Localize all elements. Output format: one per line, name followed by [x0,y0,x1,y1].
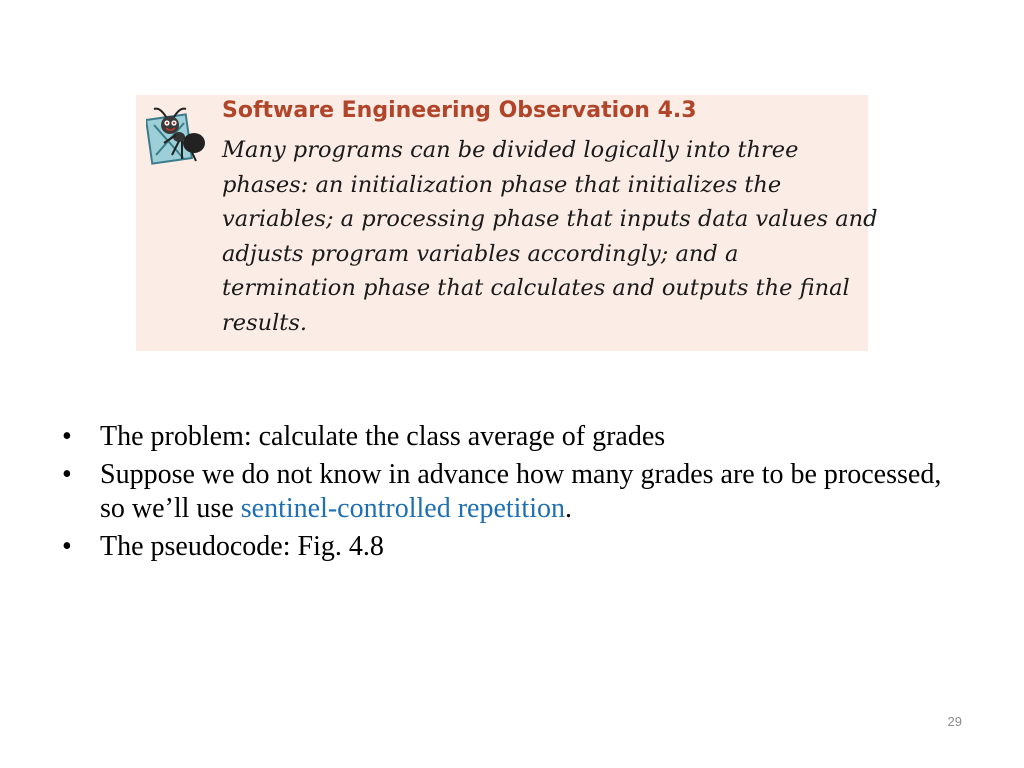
bullet-text-end: . [565,493,572,524]
observation-line: results. [222,309,308,336]
observation-box [136,95,878,351]
bullet-text: Suppose we do not know in advance how many grades are to be processed, so we’ll use [100,459,942,524]
ant-icon [146,103,212,169]
bullet-dot-icon: • [62,531,72,562]
observation-line: Many programs can be divided logically into three [222,137,799,163]
bullet-item [56,458,956,526]
bullet-item [56,420,956,454]
observation-title: Software Engineering Observation 4.3 [222,98,697,123]
bullet-list [56,420,956,568]
bullet-item [56,530,956,564]
observation-line: variables; a processing phase that inputs data values and [222,206,878,232]
bullet-text: The problem: calculate the class average of grades [100,421,666,452]
bullet-dot-icon: • [62,459,72,490]
highlighted-term: sentinel-controlled repetition [240,493,565,524]
bullet-text: The pseudocode: Fig. 4.8 [100,531,384,562]
observation-line: termination phase that calculates and outputs the final [222,275,850,301]
observation-line: adjusts program variables accordingly; and a [222,240,739,267]
bullet-dot-icon: • [62,421,72,452]
observation-body [222,133,878,340]
observation-line: phases: an initialization phase that initializes the [222,171,782,198]
slide-number: 29 [947,714,962,729]
